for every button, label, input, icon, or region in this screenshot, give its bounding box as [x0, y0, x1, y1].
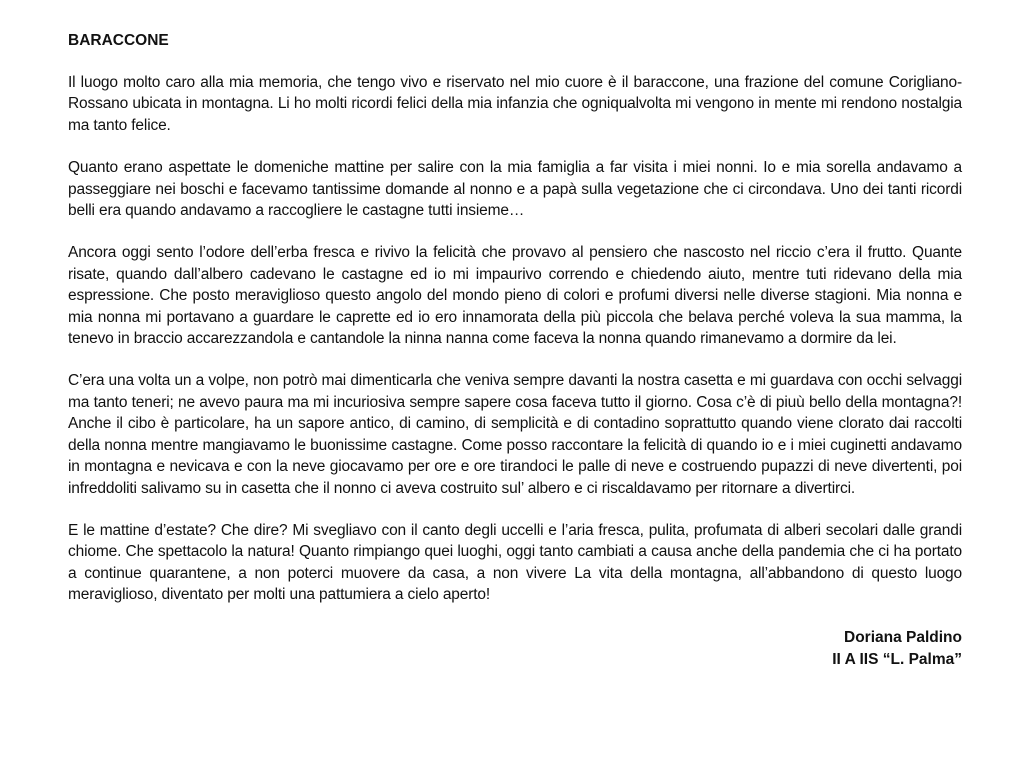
signature-block — [68, 627, 962, 671]
paragraph-1: Il luogo molto caro alla mia memoria, che tengo vivo e riservato nel mio cuore è il baraccone, una frazione del comune Corigliano-Rossano ubicata in montagna. Li ho molti ricordi felici della mia infanzia che ogniqualvolta mi vengono in mente mi rendono nostalgia ma tanto felice. — [68, 74, 962, 134]
paragraph-3: Ancora oggi sento l’odore dell’erba fresca e rivivo la felicità che provavo al pensiero che nascosto nel riccio c’era il frutto. Quante risate, quando dall’albero cadevano le castagne ed io mi impaurivo correndo e chiedendo aiuto, mentre tuti ridevano della mia espressione. Che posto meraviglioso questo angolo del mondo pieno di colori e profumi diversi nelle diverse stagioni. Mia nonna e mia nonna mi portavano a guardare le caprette ed io ero innamorata della più piccola che belava perché voleva la sua mamma, la tenevo in braccio accarezzandola e cantandole la ninna nanna come faceva la nonna quando rimanevamo a dormire da lei. — [68, 244, 962, 348]
paragraph-4: C’era una volta un a volpe, non potrò mai dimenticarla che veniva sempre davanti la nostra casetta e mi guardava con occhi selvaggi ma tanto teneri; ne avevo paura ma mi incuriosiva sempre sapere cosa faceva tutto il giorno. Cosa c’è di piuù bello della montagna?! Anche il cibo è particolare, ha un sapore antico, di camino, di semplicità e di contadino soprattutto quando viene clorato dai raccolti della nonna mentre mangiavamo le buonissime castagne. Come posso raccontare la felicità di quando io e i miei cuginetti andavamo in montagna e nevicava e con la neve giocavamo per ore e ore tirandoci le palle di neve e costruendo pupazzi di neve divertenti, poi infreddoliti salivamo su in casetta che il nonno ci aveva costruito sul’ albero e ci riscaldavamo per ritornare a divertirci. — [68, 372, 962, 497]
document-page — [68, 30, 962, 671]
author-name: Doriana Paldino — [844, 628, 962, 646]
document-title: BARACCONE — [68, 32, 169, 49]
paragraph-5: E le mattine d’estate? Che dire? Mi svegliavo con il canto degli uccelli e l’aria fresca, pulita, profumata di alberi secolari dalle grandi chiome. Che spettacolo la natura! Quanto rimpiango quei luoghi, oggi tanto cambiati a causa anche della pandemia che ci ha portato a continue quarantene, a non poterci muovere da casa, a non vivere La vita della montagna, all’abbandono di questo luogo meraviglioso, diventato per molti una pattumiera a cielo aperto! — [68, 521, 962, 604]
author-class: II A IIS “L. Palma” — [832, 650, 962, 668]
paragraph-2: Quanto erano aspettate le domeniche mattine per salire con la mia famiglia a far visita i miei nonni. Io e mia sorella andavamo a passeggiare nei boschi e facevamo tantissime domande al nonno e a papà sulla vegetazione che ci circondava. Uno dei tanti ricordi belli era quando andavamo a raccogliere le castagne tutti insieme… — [68, 159, 962, 220]
